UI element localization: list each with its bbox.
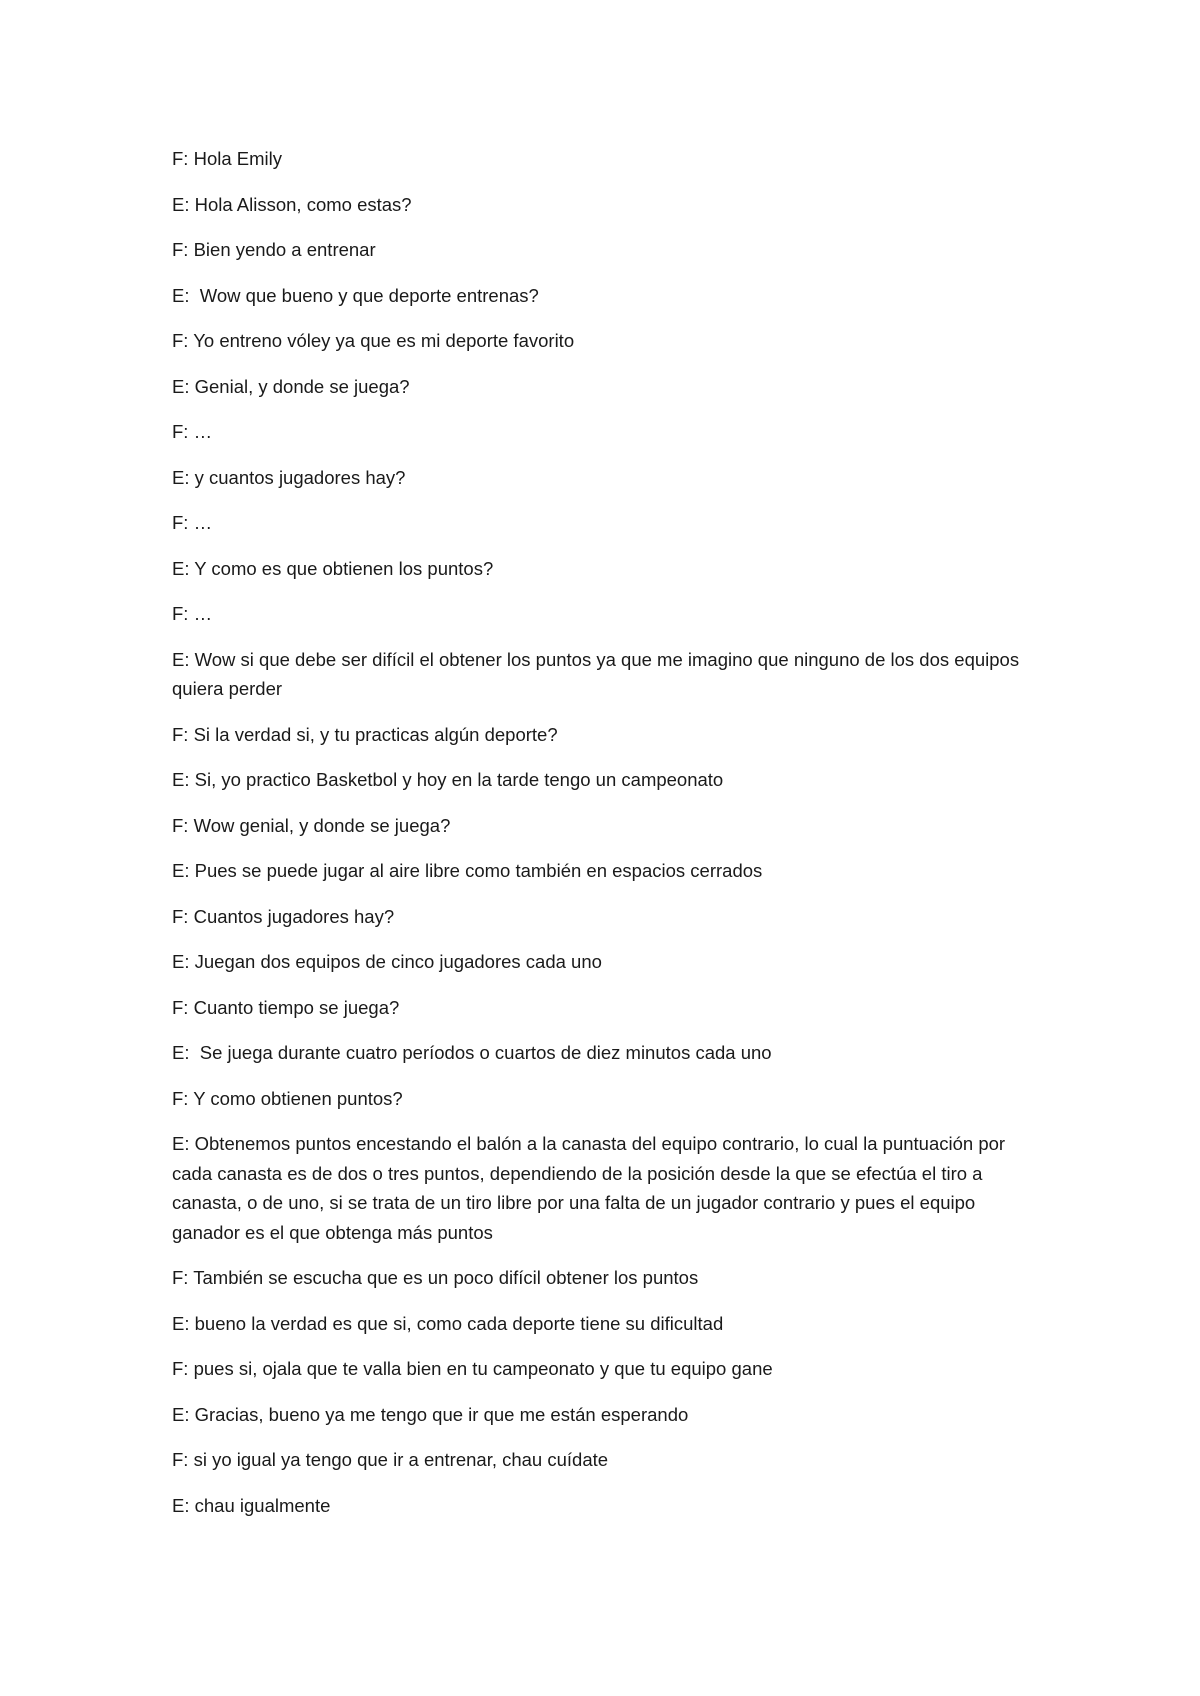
dialogue-line: F: Hola Emily (172, 148, 282, 169)
dialogue-line: E: bueno la verdad es que si, como cada deporte tiene su dificultad (172, 1312, 724, 1334)
dialogue-line: F: Cuantos jugadores hay? (172, 905, 395, 927)
dialogue-line: E: Wow que bueno y que deporte entrenas? (172, 284, 539, 306)
dialogue-line: E: Si, yo practico Basketbol y hoy en la tarde tengo un campeonato (172, 769, 724, 790)
dialogue-line: F: Y como obtienen puntos? (172, 1087, 403, 1109)
dialogue-line: F: Cuanto tiempo se juega? (172, 996, 400, 1018)
dialogue-line: E: Wow si que debe ser difícil el obtener los puntos ya que me imagino que ninguno de los dos equipos quiera perder (172, 648, 1025, 699)
dialogue-line: E: Hola Alisson, como estas? (172, 193, 412, 215)
dialogue-line: E: y cuantos jugadores hay? (172, 466, 406, 488)
dialogue-line: E: Juegan dos equipos de cinco jugadores cada uno (172, 951, 602, 972)
dialogue-line: F: Si la verdad si, y tu practicas algún deporte? (172, 723, 558, 745)
dialogue-line: F: … (172, 603, 213, 624)
dialogue-line: E: chau igualmente (172, 1494, 331, 1516)
dialogue-line: F: Bien yendo a entrenar (172, 239, 376, 260)
dialogue-line: F: Wow genial, y donde se juega? (172, 814, 451, 836)
dialogue-body (172, 144, 1034, 1536)
dialogue-line: F: … (172, 421, 213, 442)
dialogue-line: F: Yo entreno vóley ya que es mi deporte favorito (172, 330, 575, 351)
dialogue-line: E: Y como es que obtienen los puntos? (172, 557, 494, 579)
dialogue-line: F: pues si, ojala que te valla bien en tu campeonato y que tu equipo gane (172, 1358, 773, 1379)
dialogue-line: F: si yo igual ya tengo que ir a entrenar, chau cuídate (172, 1449, 609, 1470)
dialogue-line: E: Pues se puede jugar al aire libre como también en espacios cerrados (172, 860, 763, 881)
dialogue-line: E: Gracias, bueno ya me tengo que ir que me están esperando (172, 1403, 689, 1425)
dialogue-line: E: Se juega durante cuatro períodos o cuartos de diez minutos cada uno (172, 1042, 772, 1063)
dialogue-line: E: Genial, y donde se juega? (172, 375, 410, 397)
dialogue-line: F: También se escucha que es un poco difícil obtener los puntos (172, 1267, 699, 1288)
dialogue-line: E: Obtenemos puntos encestando el balón a la canasta del equipo contrario, lo cual la puntuación por cada canasta es de dos o tres puntos, dependiendo de la posición desde la que se efectúa el tiro a canasta, o de uno, si se trata de un tiro libre por una falta de un jugador contrario y pues el equipo ganador es el que obtenga más puntos (172, 1133, 1011, 1243)
dialogue-line: F: … (172, 512, 213, 533)
